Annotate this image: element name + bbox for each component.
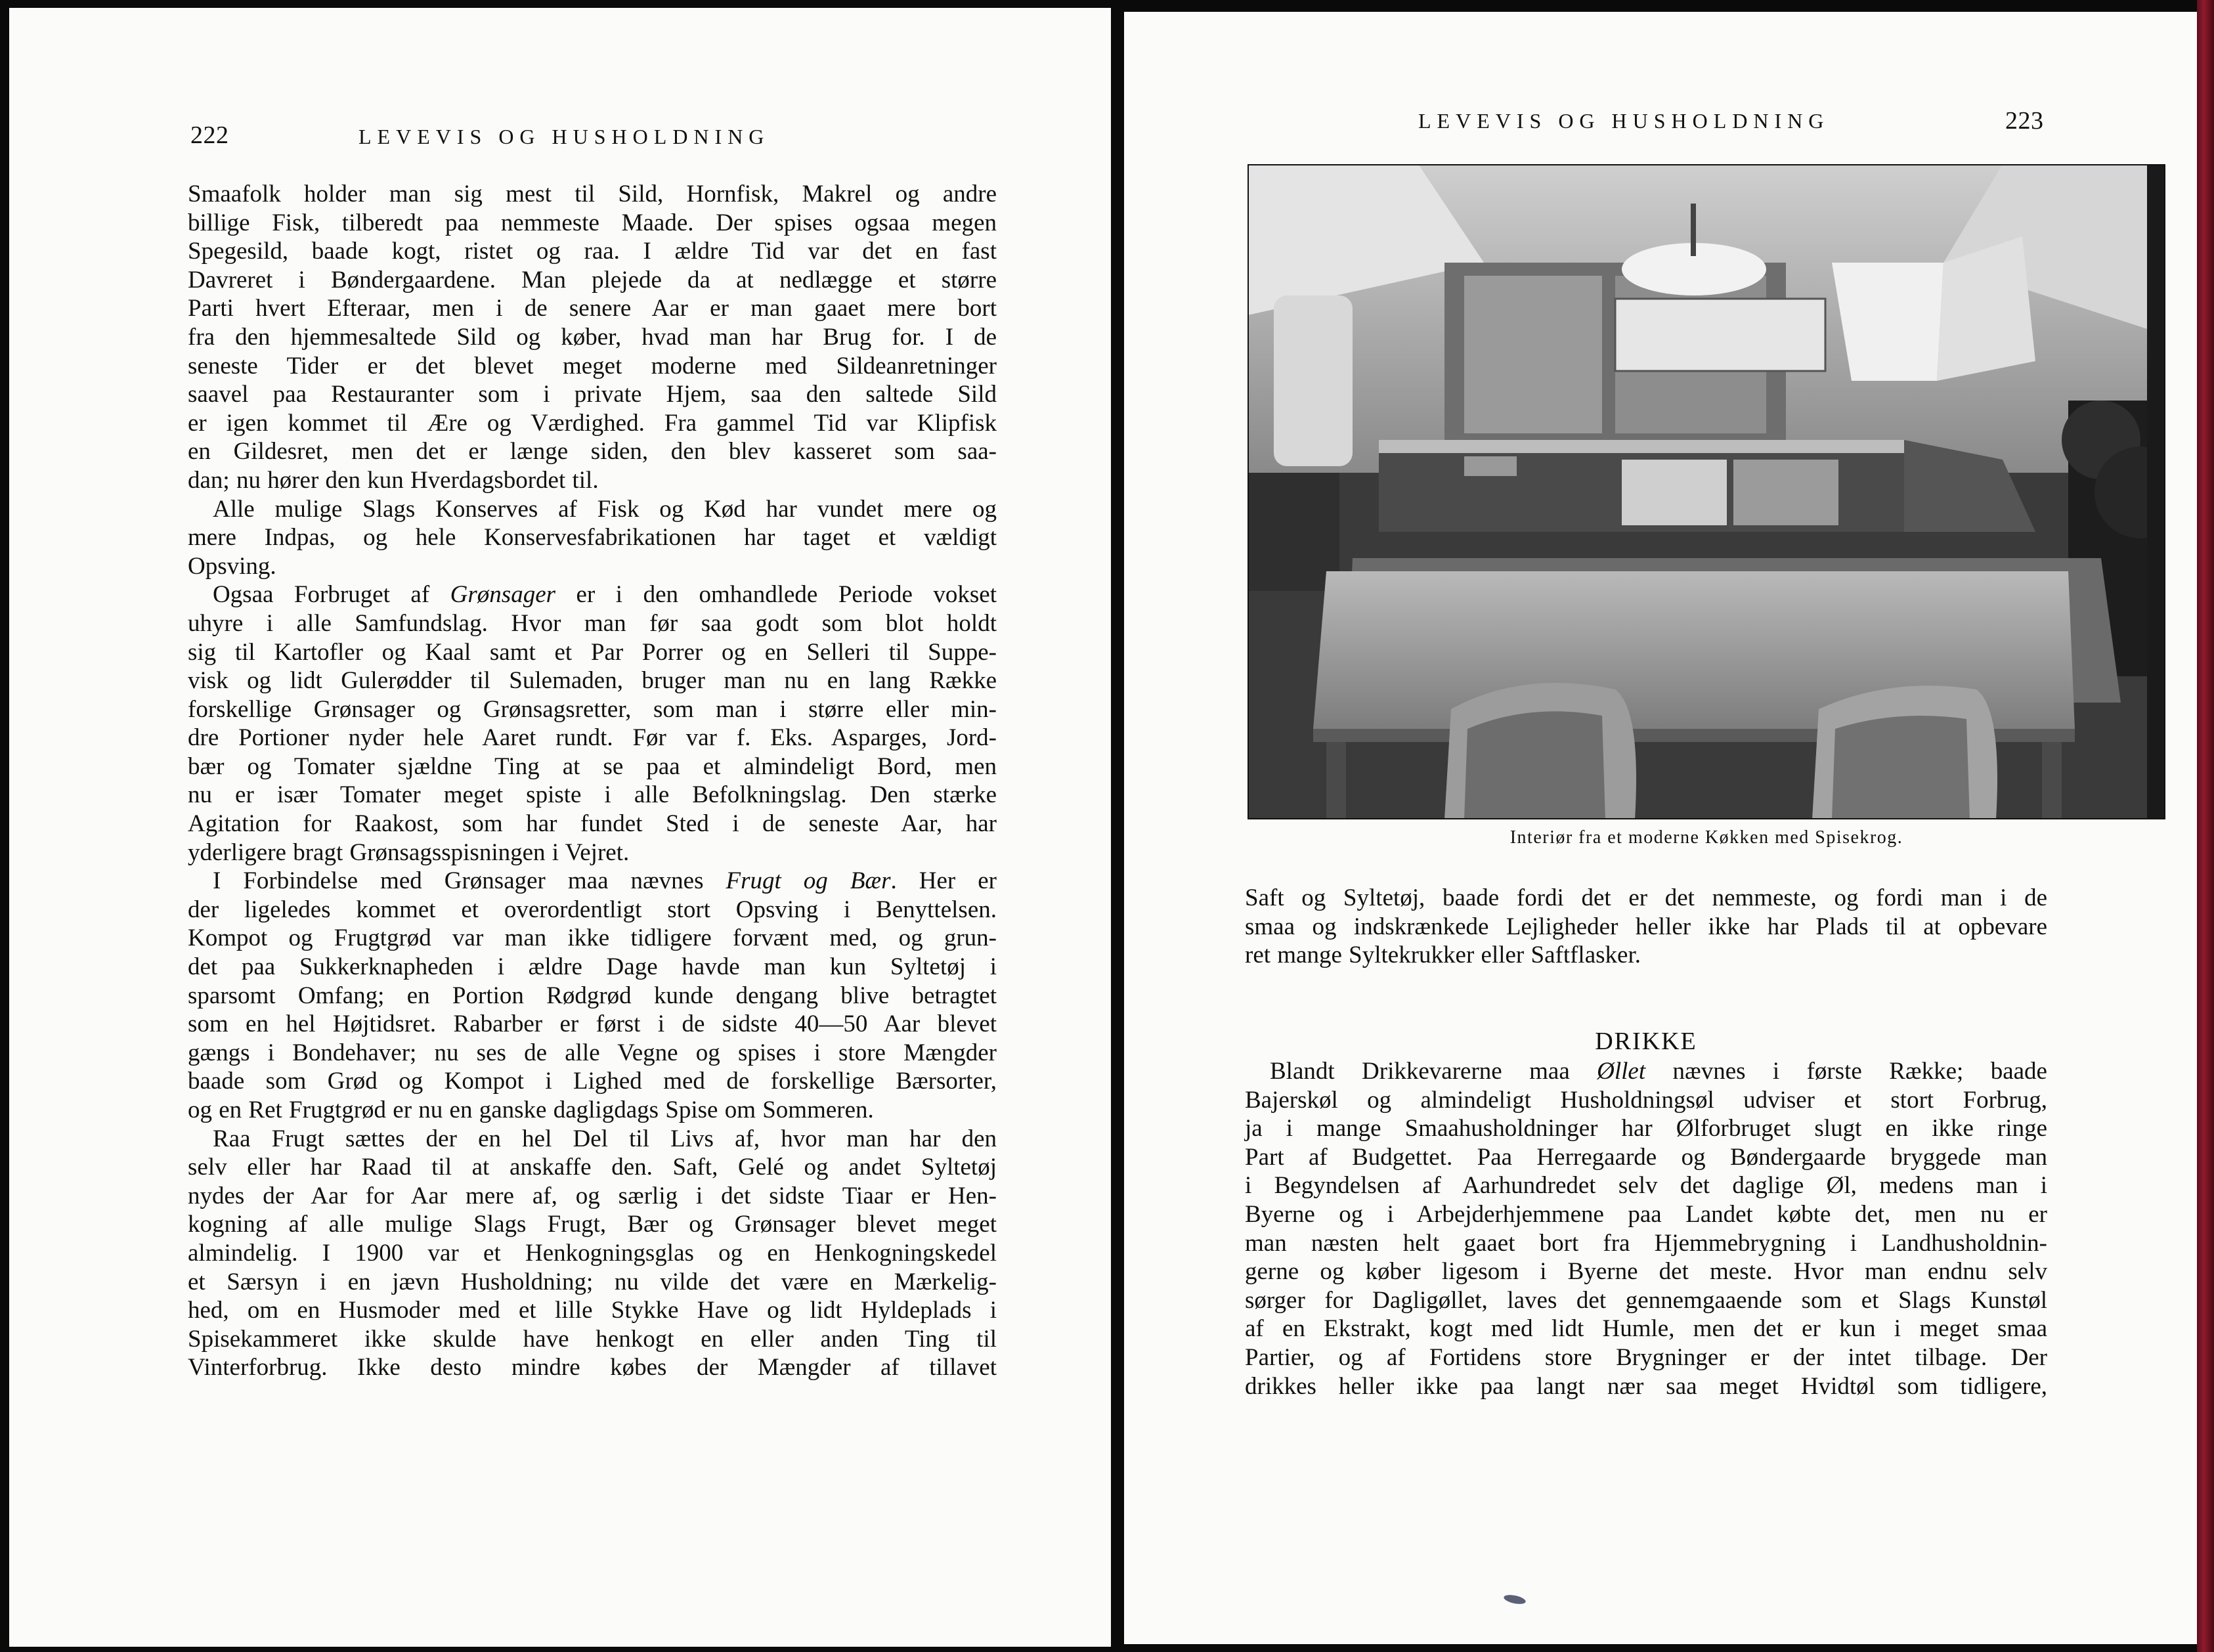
text-run: og en Ret Frugtgrød er nu en ganske dagligdags Spise om Sommeren. — [188, 1097, 874, 1123]
italic-term: Øllet — [1597, 1058, 1646, 1085]
text-run: ret mange Syltekrukker eller Saftflasker. — [1245, 942, 1641, 969]
page-number: 223 — [2005, 107, 2044, 135]
text-line — [188, 1067, 997, 1096]
text-line — [188, 1182, 997, 1211]
text-line — [188, 695, 997, 724]
text-line — [188, 1010, 997, 1039]
text-line — [1245, 1257, 2047, 1286]
text-line — [1245, 941, 2047, 970]
text-run: forskellige Grønsager og Grønsagsretter, som man i større eller min- — [188, 695, 997, 723]
text-line — [188, 781, 997, 810]
text-run: dre Portioner nyder hele Aaret rundt. Før var f. Eks. Asparges, Jord- — [188, 724, 997, 752]
right-body-text-top — [1245, 884, 2047, 970]
text-run: Spisekammeret ikke skulde have henkogt en eller anden Ting til — [188, 1325, 997, 1353]
text-line — [188, 380, 997, 409]
book-edge — [2197, 0, 2214, 1652]
text-run: er igen kommet til Ære og Værdighed. Fra gammel Tid var Klipfisk — [188, 409, 997, 437]
text-line — [1245, 1171, 2047, 1200]
left-body-text — [188, 180, 997, 1382]
text-line — [1245, 1343, 2047, 1372]
running-head: LEVEVIS OG HUSHOLDNING — [358, 125, 770, 148]
text-run: Parti hvert Efteraar, men i de senere Aar er man gaaet mere bort — [188, 295, 997, 322]
text-run: Davreret i Bøndergaardene. Man plejede da at nedlægge et større — [188, 266, 997, 293]
text-line — [188, 237, 997, 266]
text-line — [188, 896, 997, 924]
text-line — [188, 724, 997, 752]
text-run: Agitation for Raakost, som har fundet Sted i de seneste Aar, har — [188, 810, 997, 838]
text-run: saavel paa Restauranter som i private Hjem, saa den saltede Sild — [188, 381, 997, 408]
text-run: dan; nu hører den kun Hverdagsbordet til. — [188, 466, 599, 494]
text-run: smaa og indskrænkede Lejligheder heller ikke har Plads til at opbevare — [1245, 913, 2047, 940]
text-run: Byerne og i Arbejderhjemmene paa Landet købte det, men nu er — [1245, 1200, 2047, 1228]
text-run: Smaafolk holder man sig mest til Sild, Hornfisk, Makrel og andre — [188, 181, 997, 207]
left-page — [9, 8, 1111, 1647]
text-run: en Gildesret, men det er længe siden, den blev kasseret som saa- — [188, 438, 997, 466]
text-line — [188, 294, 997, 323]
text-line — [188, 1096, 997, 1125]
text-line — [188, 953, 997, 982]
italic-term: Frugt og Bær — [726, 867, 891, 895]
text-run: Opsving. — [188, 552, 276, 580]
text-line — [188, 209, 997, 238]
text-line — [188, 924, 997, 953]
text-run: I Forbindelse med Grønsager maa nævnes — [213, 867, 726, 895]
text-line — [188, 180, 997, 209]
text-run: nu er især Tomater meget spiste i alle Befolkningslag. Den stærke — [188, 781, 997, 809]
kitchen-interior-photo — [1248, 164, 2165, 819]
text-line — [188, 495, 997, 524]
text-run: Vinterforbrug. Ikke desto mindre købes der Mængder af tillavet — [188, 1354, 997, 1381]
text-line — [188, 523, 997, 552]
text-line — [188, 1353, 997, 1382]
text-run: seneste Tider er det blevet meget moderne med Sildeanretninger — [188, 352, 997, 380]
text-run: uhyre i alle Samfundslag. Hvor man før saa godt som blot holdt — [188, 609, 997, 637]
text-run: Partier, og af Fortidens store Brygninger er der intet tilbage. Der — [1245, 1343, 2047, 1371]
text-line — [188, 1325, 997, 1354]
text-run: yderligere bragt Grønsagsspisningen i Vejret. — [188, 838, 630, 866]
text-run: bær og Tomater sjældne Ting at se paa et almindeligt Bord, men — [188, 752, 997, 780]
text-line — [188, 266, 997, 295]
text-run: kogning af alle mulige Slags Frugt, Bær og Grønsager blevet meget — [188, 1211, 997, 1238]
text-run: . Her er — [890, 867, 997, 895]
text-run: Part af Budgettet. Paa Herregaarde og Bøndergaarde bryggede man — [1245, 1143, 2047, 1171]
text-line — [188, 352, 997, 381]
text-line — [188, 466, 997, 495]
text-run: almindelig. I 1900 var et Henkogningsglas og en Henkogningskedel — [188, 1239, 997, 1267]
text-line — [1245, 1229, 2047, 1258]
text-run: selv eller har Raad til at anskaffe den. Saft, Gelé og andet Syltetøj — [188, 1154, 997, 1181]
text-line — [188, 1039, 997, 1068]
text-run: Blandt Drikkevarerne maa — [1270, 1058, 1597, 1085]
text-line — [188, 609, 997, 638]
text-line — [188, 666, 997, 695]
italic-term: Grønsager — [450, 581, 556, 609]
text-line — [188, 838, 997, 867]
text-line — [188, 1153, 997, 1182]
text-line — [1245, 913, 2047, 942]
page-number: 222 — [190, 121, 229, 149]
text-run: nævnes i første Række; baade — [1645, 1058, 2047, 1085]
text-run: hed, om en Husmoder med et lille Stykke Have og lidt Hyldeplads i — [188, 1297, 997, 1324]
text-run: billige Fisk, tilberedt paa nemmeste Maade. Der spises ogsaa megen — [188, 209, 997, 236]
text-run: der ligeledes kommet et overordentligt stort Opsving i Benyttelsen. — [188, 896, 997, 923]
text-line — [1245, 1114, 2047, 1143]
text-run: man næsten helt gaaet bort fra Hjemmebrygning i Landhusholdnin- — [1245, 1229, 2047, 1257]
text-run: gerne og køber ligesom i Byerne det meste. Hvor man endnu selv — [1245, 1258, 2047, 1286]
text-run: som en hel Højtidsret. Rabarber er først i de sidste 40—50 Aar blevet — [188, 1011, 997, 1038]
text-run: Bajerskøl og almindeligt Husholdningsøl udviser et stort Forbrug, — [1245, 1086, 2047, 1114]
text-line — [1245, 1086, 2047, 1115]
text-line — [1245, 1315, 2047, 1343]
text-line — [188, 1210, 997, 1239]
text-line — [1245, 1200, 2047, 1229]
text-line — [1245, 1372, 2047, 1401]
running-head: LEVEVIS OG HUSHOLDNING — [1418, 109, 1830, 133]
text-line — [188, 437, 997, 466]
text-run: fra den hjemmesaltede Sild og køber, hvad man har Brug for. I de — [188, 323, 997, 351]
text-run: Ogsaa Forbruget af — [213, 581, 450, 609]
text-run: sparsomt Omfang; en Portion Rødgrød kunde dengang blive betragtet — [188, 982, 997, 1009]
text-line — [188, 810, 997, 838]
text-run: drikkes heller ikke paa langt nær saa meget Hvidtøl som tidligere, — [1245, 1372, 2047, 1400]
ink-smudge — [1503, 1594, 1527, 1606]
text-line — [1245, 1057, 2047, 1086]
text-run: ja i mange Smaahusholdninger har Ølforbruget slugt en ikke ringe — [1245, 1115, 2047, 1142]
text-line — [1245, 1286, 2047, 1315]
section-heading: DRIKKE — [1595, 1028, 1697, 1055]
text-run: det paa Sukkerknapheden i ældre Dage havde man kun Syltetøj i — [188, 953, 997, 981]
text-run: baade som Grød og Kompot i Lighed med de forskellige Bærsorter, — [188, 1068, 997, 1095]
text-line — [188, 982, 997, 1011]
text-run: i Begyndelsen af Aarhundredet selv det daglige Øl, medens man i — [1245, 1172, 2047, 1200]
figure-caption: Interiør fra et moderne Køkken med Spisekrog. — [1509, 827, 1903, 848]
text-run: et Særsyn i en jævn Husholdning; nu vilde det være en Mærkelig- — [188, 1268, 997, 1295]
text-line — [188, 752, 997, 781]
text-run: visk og lidt Gulerødder til Sulemaden, bruger man nu en lang Række — [188, 667, 997, 695]
text-line — [188, 580, 997, 609]
text-run: Raa Frugt sættes der en hel Del til Livs af, hvor man har den — [213, 1125, 997, 1152]
text-run: mere Indpas, og hele Konservesfabrikationen har taget et vældigt — [188, 524, 997, 552]
text-run: af en Ekstrakt, kogt med lidt Humle, men det er kun i meget smaa — [1245, 1315, 2047, 1343]
text-line — [188, 552, 997, 581]
text-line — [1245, 1143, 2047, 1172]
text-run: gængs i Bondehaver; nu ses de alle Vegne og spises i store Mængder — [188, 1039, 997, 1066]
text-line — [188, 323, 997, 352]
text-line — [188, 867, 997, 896]
text-run: Alle mulige Slags Konserves af Fisk og Kød har vundet mere og — [213, 495, 997, 523]
text-line — [188, 1239, 997, 1268]
text-run: Saft og Syltetøj, baade fordi det er det nemmeste, og fordi man i de — [1245, 884, 2047, 911]
text-run: Spegesild, baade kogt, ristet og raa. I ældre Tid var det en fast — [188, 238, 997, 265]
text-run: nydes der Aar for Aar mere af, og særlig i det sidste Tiaar er Hen- — [188, 1182, 997, 1209]
text-line — [188, 1268, 997, 1297]
right-page — [1124, 12, 2197, 1644]
text-run: Kompot og Frugtgrød var man ikke tidligere forvænt med, og grun- — [188, 924, 997, 952]
text-run: sørger for Dagligøllet, laves det gennemgaaende som et Slags Kunstøl — [1245, 1286, 2047, 1314]
text-line — [188, 409, 997, 438]
text-line — [188, 1296, 997, 1325]
text-line — [188, 638, 997, 667]
text-run: er i den omhandlede Periode vokset — [555, 581, 997, 609]
text-line — [188, 1125, 997, 1154]
text-run: sig til Kartofler og Kaal samt et Par Porrer og en Selleri til Suppe- — [188, 638, 997, 666]
text-line — [1245, 884, 2047, 913]
right-body-text-bottom — [1245, 1057, 2047, 1401]
